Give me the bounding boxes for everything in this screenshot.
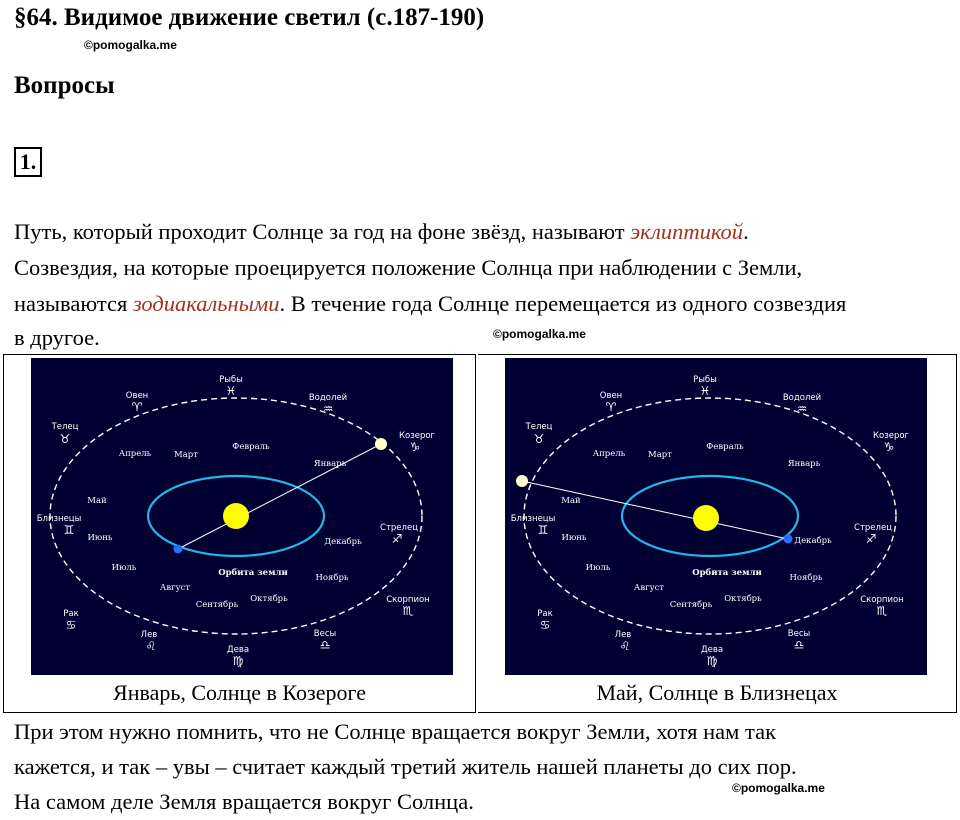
constellation-virgo: Дева [226,645,250,655]
virgo-icon: ♍ [232,654,244,668]
constellation-leo: Лев [614,630,632,640]
constellation-pisces: Рыбы [693,375,717,385]
constellation-sagittarius: Стрелец [854,523,892,533]
leo-icon: ♌ [145,639,157,653]
constellation-libra: Весы [787,629,811,639]
month-may: Май [561,496,581,506]
paragraph-line: кажется, и так – увы – считает каждый третий житель нашей планеты до сих пор. [14,754,797,779]
figure-caption: Май, Солнце в Близнецах [596,680,838,705]
constellation-scorpio: Скорпион [860,595,904,605]
constellation-gemini: Близнецы [36,514,82,524]
month-july: Июль [111,563,137,573]
constellation-cancer: Рак [537,609,553,619]
earth-icon [174,545,183,554]
scorpio-icon: ♏ [876,604,888,618]
constellation-leo: Лев [140,630,158,640]
month-september: Сентябрь [669,600,713,610]
virgo-icon: ♍ [706,654,718,668]
gemini-icon: ♊ [63,523,75,537]
section-heading: Вопросы [14,72,115,99]
paragraph-line: в другое. [14,325,100,350]
orbit-label: Орбита земли [218,568,288,578]
cancer-icon: ♋ [65,618,77,632]
month-march: Март [174,450,198,460]
month-april: Апрель [592,449,626,459]
paragraph-line: На самом деле Земля вращается вокруг Солнца. [14,789,474,814]
term-ecliptic: эклиптикой [630,219,744,244]
pisces-icon: ♓ [699,384,711,398]
paragraph-line: При этом нужно помнить, что не Солнце вращается вокруг Земли, хотя нам так [14,719,777,744]
paragraph-line [14,214,749,250]
apparent-sun-icon [375,438,387,450]
taurus-icon: ♉ [533,432,545,446]
constellation-sagittarius: Стрелец [380,523,418,533]
apparent-sun-icon [516,475,528,487]
month-january: Январь [787,459,821,469]
month-march: Март [648,450,672,460]
month-october: Октябрь [724,594,762,604]
aquarius-icon: ♒ [322,402,334,416]
libra-icon: ♎ [319,638,331,652]
sun-icon [693,505,719,531]
month-november: Ноябрь [789,573,823,583]
sagittarius-icon: ♐ [865,532,877,546]
aries-icon: ♈ [605,400,617,414]
month-february: Февраль [706,442,744,452]
constellation-aquarius: Водолей [782,393,822,403]
constellation-capricorn: Козерог [872,431,910,441]
zodiac-diagram [505,358,927,675]
watermark: ©pomogalka.me [493,327,586,341]
month-september: Сентябрь [195,600,239,610]
question-number: 1. [14,147,42,177]
leo-icon: ♌ [619,639,631,653]
month-december: Декабрь [324,537,362,547]
text-span: называются [14,291,133,316]
text-span: . [743,219,749,244]
month-april: Апрель [118,449,152,459]
text-span: Путь, который проходит Солнце за год на фоне звёзд, называют [14,219,631,244]
paragraph-line: Созвездия, на которые проецируется положение Солнца при наблюдении с Земли, [14,255,803,280]
month-june: Июнь [561,533,587,543]
watermark: ©pomogalka.me [84,38,177,52]
watermark: ©pomogalka.me [732,781,825,795]
page-title: §64. Видимое движение светил (с.187-190) [14,4,485,31]
month-july: Июль [585,563,611,573]
capricorn-icon: ♑ [409,440,421,454]
month-august: Август [633,583,665,593]
month-august: Август [159,583,191,593]
constellation-capricorn: Козерог [398,431,436,441]
capricorn-icon: ♑ [883,440,895,454]
constellation-virgo: Дева [700,645,724,655]
month-november: Ноябрь [315,573,349,583]
figure-january [3,354,476,713]
constellation-libra: Весы [313,629,337,639]
month-february: Февраль [232,442,270,452]
pisces-icon: ♓ [225,384,237,398]
aries-icon: ♈ [131,400,143,414]
month-january: Январь [313,459,347,469]
text-span: . В течение года Солнце перемещается из одного созвездия [279,291,847,316]
constellation-pisces: Рыбы [219,375,243,385]
sun-icon [223,503,249,529]
constellation-taurus: Телец [51,422,79,432]
constellation-aries: Овен [125,391,149,401]
libra-icon: ♎ [793,638,805,652]
constellation-aries: Овен [599,391,623,401]
constellation-taurus: Телец [525,422,553,432]
paragraph-line [14,286,846,322]
figure-may [478,354,957,713]
constellation-cancer: Рак [63,609,79,619]
gemini-icon: ♊ [537,523,549,537]
figure-caption: Январь, Солнце в Козероге [113,680,366,705]
earth-icon [784,535,793,544]
cancer-icon: ♋ [539,618,551,632]
month-june: Июнь [87,533,113,543]
month-december: Декабрь [794,536,832,546]
taurus-icon: ♉ [59,432,71,446]
aquarius-icon: ♒ [796,402,808,416]
term-zodiacal: зодиакальными [132,291,280,316]
sagittarius-icon: ♐ [391,532,403,546]
scorpio-icon: ♏ [402,604,414,618]
constellation-gemini: Близнецы [510,514,556,524]
constellation-aquarius: Водолей [308,393,348,403]
month-october: Октябрь [250,594,288,604]
orbit-label: Орбита земли [692,568,762,578]
month-may: Май [87,496,107,506]
constellation-scorpio: Скорпион [386,595,430,605]
zodiac-diagram [31,358,453,675]
